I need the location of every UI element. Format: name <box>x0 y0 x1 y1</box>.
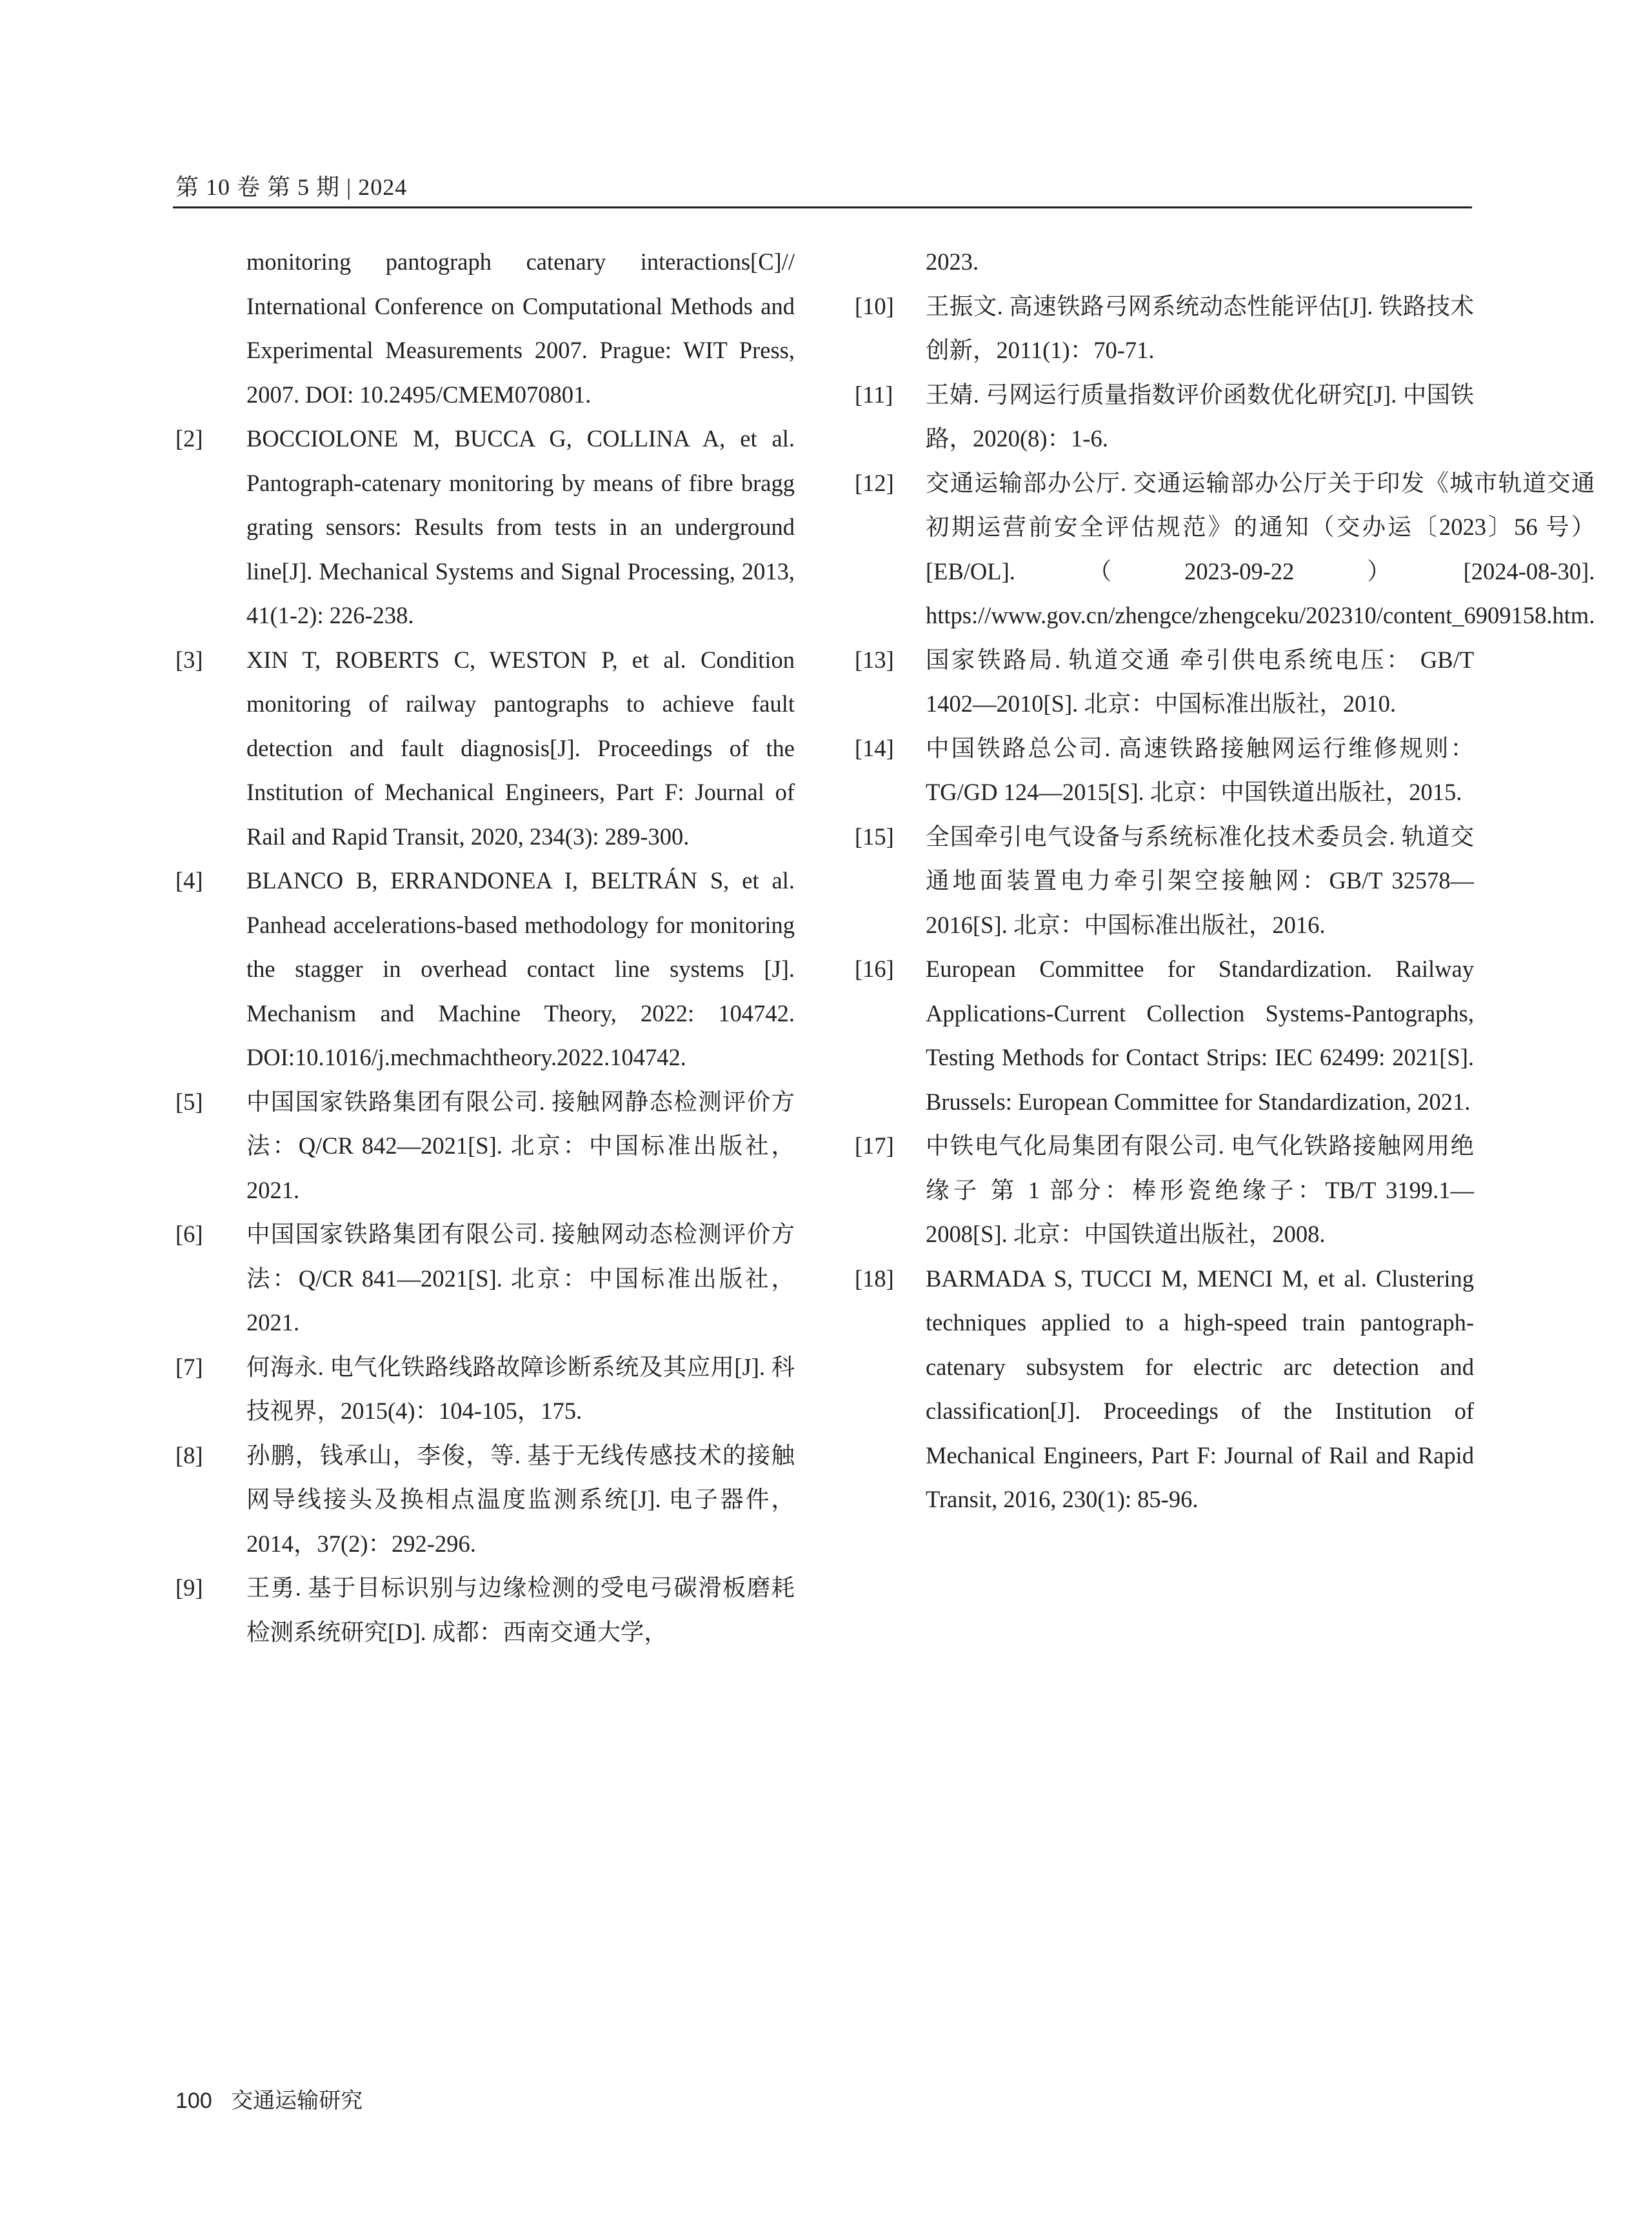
header-divider <box>173 206 1472 208</box>
reference-number: [9] <box>175 1574 203 1601</box>
reference-number: [17] <box>855 1132 894 1159</box>
reference-item <box>175 240 795 417</box>
reference-item <box>175 1212 795 1345</box>
references-column-right <box>855 240 1595 1522</box>
reference-text: 王振文. 高速铁路弓网系统动态性能评估[J]. 铁路技术创新，2011(1)：70-71. <box>926 292 1474 363</box>
reference-text: 王勇. 基于目标识别与边缘检测的受电弓碳滑板磨耗检测系统研究[D]. 成都：西南交通大学， <box>246 1574 795 1645</box>
reference-item <box>855 1124 1474 1257</box>
reference-number: [4] <box>175 867 203 894</box>
reference-item <box>855 815 1474 948</box>
reference-number: [18] <box>855 1265 894 1292</box>
reference-text: BARMADA S, TUCCI M, MENCI M, et al. Clustering techniques applied to a high-speed train pantograph-catenary subsystem for electric arc detection and classification[J]. Proceedings of the Institution of Mechanical Engineers, Part F: Journal of Rail and Rapid Transit, 2016, 230(1): 85-96. <box>926 1265 1474 1512</box>
reference-item <box>175 1345 795 1434</box>
page-footer <box>175 2083 363 2114</box>
reference-text: European Committee for Standardization. Railway Applications-Current Collection Systems-Pantographs, Testing Methods for Contact Strips: IEC 62499: 2021[S]. Brussels: European Committee for Standardization, 2021. <box>926 956 1474 1115</box>
reference-text: BOCCIOLONE M, BUCCA G, COLLINA A, et al. Pantograph-catenary monitoring by means of fibre bragg grating sensors: Results from tests in an underground line[J]. Mechanical Systems and Signal Processing, 2013, 41(1-2): 226-238. <box>246 425 795 628</box>
reference-text: 交通运输部办公厅. 交通运输部办公厅关于印发《城市轨道交通初期运营前安全评估规范》的通知（交办运〔2023〕56 号）[EB/OL].（2023-09-22）[2024-08-30]. https://www.gov.cn/zhengce/zhengceku/202310/content_6909158.htm. <box>926 469 1595 628</box>
reference-number: [15] <box>855 823 894 850</box>
reference-item <box>175 638 795 859</box>
reference-number: [16] <box>855 956 894 982</box>
reference-text: 国家铁路局. 轨道交通 牵引供电系统电压： GB/T 1402—2010[S]. 北京：中国标准出版社，2010. <box>926 646 1474 717</box>
reference-text: 2023. <box>926 248 979 275</box>
reference-number <box>855 240 926 285</box>
reference-number: [13] <box>855 646 894 673</box>
reference-item <box>175 1566 795 1654</box>
reference-item <box>855 285 1474 373</box>
reference-number: [14] <box>855 734 894 761</box>
reference-number: [8] <box>175 1441 203 1469</box>
reference-number: [2] <box>175 425 203 452</box>
reference-item <box>855 947 1474 1124</box>
reference-item <box>855 373 1474 461</box>
reference-number: [3] <box>175 646 203 673</box>
running-header: 第 10 卷 第 5 期 | 2024 <box>175 174 408 200</box>
reference-item <box>175 1080 795 1213</box>
reference-text: BLANCO B, ERRANDONEA I, BELTRÁN S, et al. Panhead accelerations-based methodology for monitoring the stagger in overhead contact line systems [J]. Mechanism and Machine Theory, 2022: 104742. DOI:10.1016/j.mechmachtheory.2022.104742. <box>246 867 795 1070</box>
reference-number <box>175 240 246 417</box>
reference-item <box>855 727 1474 815</box>
reference-number: [7] <box>175 1353 203 1380</box>
reference-item <box>855 461 1595 638</box>
reference-text: 中铁电气化局集团有限公司. 电气化铁路接触网用绝缘子 第 1 部分：棒形瓷绝缘子：TB/T 3199.1—2008[S]. 北京：中国铁道出版社，2008. <box>926 1132 1474 1247</box>
reference-text: monitoring pantograph catenary interactions[C]// International Conference on Computational Methods and Experimental Measurements 2007. Prague: WIT Press, 2007. DOI: 10.2495/CMEM070801. <box>246 248 795 408</box>
reference-text: 王婧. 弓网运行质量指数评价函数优化研究[J]. 中国铁路，2020(8)：1-6. <box>926 381 1474 452</box>
reference-item <box>855 240 1474 285</box>
reference-text: 中国国家铁路集团有限公司. 接触网动态检测评价方法：Q/CR 841—2021[S]. 北京：中国标准出版社，2021. <box>246 1221 795 1336</box>
page-number: 100 <box>175 2089 212 2113</box>
reference-text: 孙鹏，钱承山，李俊，等. 基于无线传感技术的接触网导线接头及换相点温度监测系统[J]. 电子器件，2014，37(2)：292-296. <box>246 1441 795 1557</box>
references-column-left <box>175 240 795 1654</box>
reference-text: 中国铁路总公司. 高速铁路接触网运行维修规则：TG/GD 124—2015[S]. 北京：中国铁道出版社，2015. <box>926 734 1474 805</box>
reference-item <box>175 417 795 638</box>
reference-text: 全国牵引电气设备与系统标准化技术委员会. 轨道交通地面装置电力牵引架空接触网：GB/T 32578—2016[S]. 北京：中国标准出版社，2016. <box>926 823 1474 938</box>
reference-item <box>855 638 1474 727</box>
reference-number: [12] <box>855 469 894 496</box>
reference-number: [11] <box>855 381 893 408</box>
reference-text: XIN T, ROBERTS C, WESTON P, et al. Condition monitoring of railway pantographs to achieve fault detection and fault diagnosis[J]. Proceedings of the Institution of Mechanical Engineers, Part F: Journal of Rail and Rapid Transit, 2020, 234(3): 289-300. <box>246 646 795 850</box>
reference-text: 何海永. 电气化铁路线路故障诊断系统及其应用[J]. 科技视界，2015(4)：104-105，175. <box>246 1353 795 1424</box>
reference-item <box>175 859 795 1080</box>
reference-number: [10] <box>855 292 894 319</box>
reference-text: 中国国家铁路集团有限公司. 接触网静态检测评价方法：Q/CR 842—2021[S]. 北京：中国标准出版社，2021. <box>246 1088 795 1203</box>
journal-name: 交通运输研究 <box>231 2089 363 2113</box>
reference-item <box>855 1257 1474 1522</box>
reference-item <box>175 1434 795 1567</box>
reference-number: [6] <box>175 1221 203 1247</box>
reference-number: [5] <box>175 1088 203 1115</box>
